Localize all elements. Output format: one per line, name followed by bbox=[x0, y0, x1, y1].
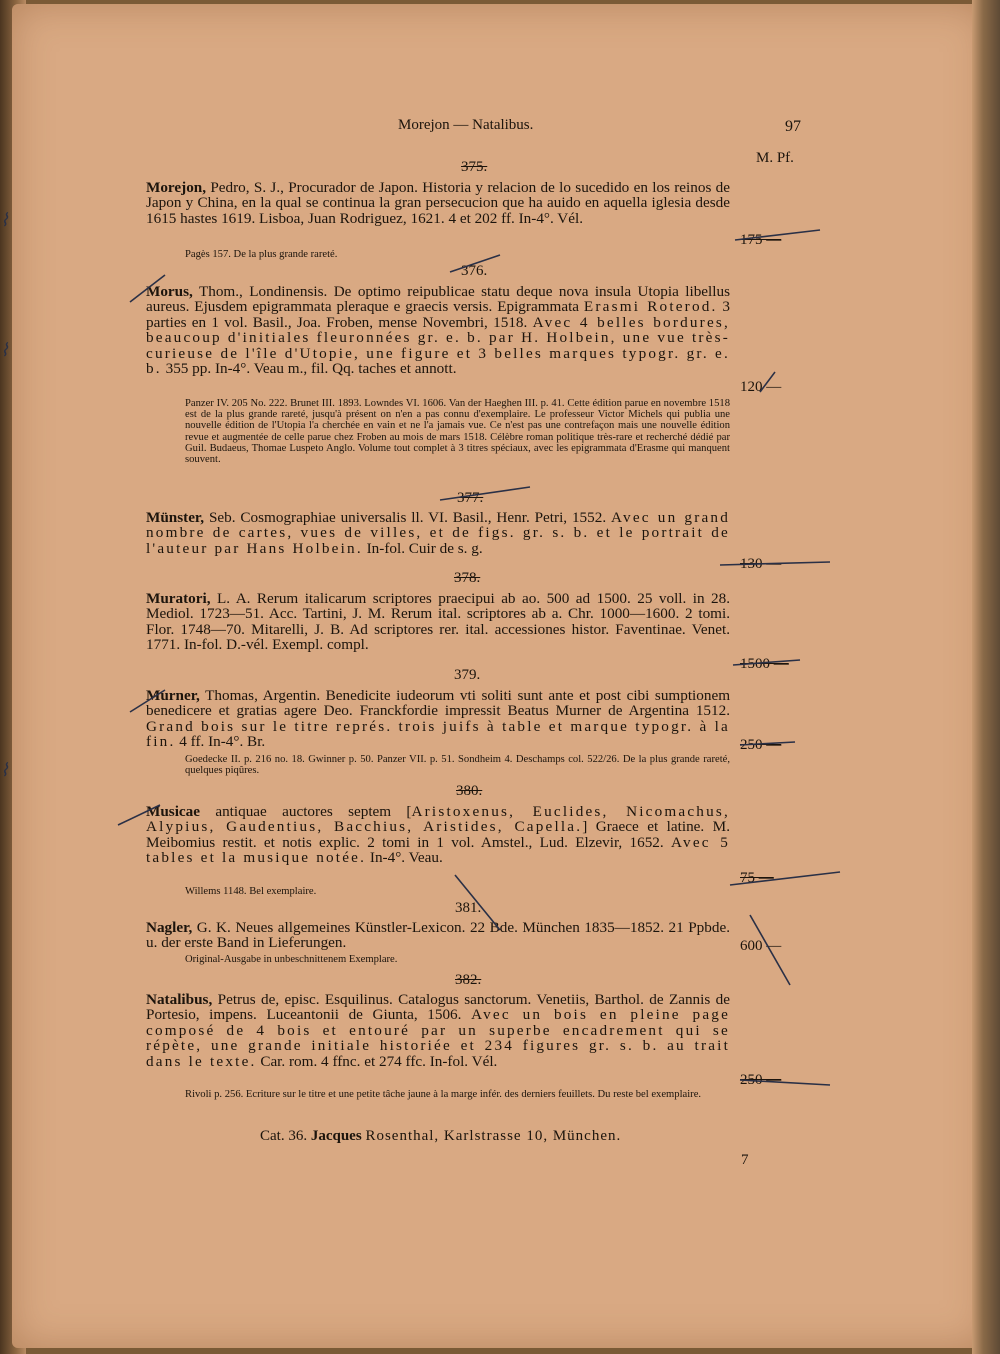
entry-author: Morejon, bbox=[146, 179, 207, 196]
entry-note: Panzer IV. 205 No. 222. Brunet III. 1893. Lowndes VI. 1606. Van der Haeghen III. p. 41. Cette édition parue en novembre 1518 est de la plus grande rareté, jusqu'à présent on n'en a pas connu d'exemplaire. Le professeur Victor Michels qui publia une nouvelle édition de l'Utopia l'a cherchée en vain et ne l'a jamais vue. Ce n'est pas une contrefaçon mais une nouvelle édition revue et augmentée de celle parue chez Froben au mois de mars 1518. Célèbre roman politique très-rare et recherché dédié par Guil. Budaeus, Thomae Luspeto Anglo. Volume tout complet à 3 titres spéciaux, avec les epigrammata d'Erasme qui manquent souvent. bbox=[185, 398, 730, 466]
price-value: 250 — bbox=[740, 737, 782, 753]
pen-tick bbox=[130, 275, 165, 302]
entry-body: ] Graece et latine. M. Meibomius restit. et notis explic. 2 tomi in 1 vol. Amstel., Lud. Elzevir, 1652. bbox=[146, 818, 730, 851]
lot-number: 381. bbox=[455, 900, 482, 916]
lot-number: 376. bbox=[461, 263, 488, 279]
price-value: 75 — bbox=[740, 870, 774, 886]
lot-number: 379. bbox=[454, 667, 481, 683]
entry-body-spaced: Avec un bois en pleine page composé de 4 bois et entouré par un superbe encadrement qui se répète, une grande initiale historiée et 234 figures gr. s. b. au trait dans le texte. bbox=[146, 1006, 731, 1070]
lot-number: 382. bbox=[455, 972, 482, 988]
pen-tick bbox=[130, 690, 165, 712]
price-value: 600 — bbox=[740, 938, 782, 954]
page-number: 97 bbox=[785, 118, 801, 135]
price-value: 250 — bbox=[740, 1072, 782, 1088]
entry-body: antiquae auctores septem [ bbox=[215, 803, 412, 820]
entry-body-spaced: Avec 5 tables et la musique notée. bbox=[146, 833, 731, 867]
entry-body: Thom., Londinensis. De optimo reipublicae statu deque nova insula Utopia libellus aureus. Ejusdem epigrammata pleraque e graecis versis. Epigrammata bbox=[146, 283, 730, 316]
entry-note: Goedecke II. p. 216 no. 18. Gwinner p. 50. Panzer VII. p. 51. Sondheim 4. Deschamps col. 522/26. De la plus grande rareté, quelques piqûres. bbox=[185, 754, 730, 777]
entry-author: Nagler, bbox=[146, 919, 193, 936]
price-value: 130 — bbox=[740, 556, 782, 572]
entry-body-spaced: Grand bois sur le titre représ. trois juifs à table et marque typogr. à la fin. bbox=[146, 717, 730, 751]
margin-handwriting: ⌇ bbox=[0, 210, 9, 230]
entry-body: 4 ff. In-4°. Br. bbox=[179, 733, 266, 751]
entry-author: Morus, bbox=[146, 283, 193, 300]
firm-address: Rosenthal, Karlstrasse 10, München. bbox=[365, 1128, 622, 1144]
pen-strike bbox=[733, 660, 800, 665]
entry-note: Pagès 157. De la plus grande rareté. bbox=[185, 249, 338, 260]
pen-strike bbox=[740, 742, 795, 745]
entry-body: 355 pp. In-4°. Veau m., fil. Qq. taches et annott. bbox=[165, 360, 457, 378]
entry-body-spaced: Avec un grand nombre de cartes, vues de villes, et de figs. gr. s. b. et le portrait de l'auteur par Hans Holbein. bbox=[146, 509, 731, 557]
entry-body: L. A. Rerum italicarum scriptores praecipui ab ao. 500 ad 1500. 25 voll. in 28. Mediol. 1723—51. Acc. Tartini, J. M. Rerum ital. scriptores ab a. Chr. 1000—1600. 2 tomi. Flor. 1748—70. Mitarelli, J. B. Ad scriptores rer. ital. accessiones histor. Faventinae. Venet. 1771. In-fol. D.-vél. Exempl. compl. bbox=[146, 590, 731, 654]
pen-strike bbox=[720, 562, 830, 565]
entry-body-spaced: Aristoxenus, Euclides, Nicomachus, Alypius, Gaudentius, Bacchius, Aristides, Capella. bbox=[146, 803, 730, 836]
entry-body: In-fol. Cuir de s. g. bbox=[366, 539, 483, 557]
entry-note: Rivoli p. 256. Ecriture sur le titre et une petite tâche jaune à la marge infér. des derniers feuillets. Du reste bel exemplaire. bbox=[185, 1089, 702, 1100]
entry-body: Thomas, Argentin. Benedicite iudeorum vti soliti sunt ante et post cibi sumptionem benedicere et gratias agere Deo. Franckfordie impressit Beatus Murner de Argentina 1512. bbox=[146, 687, 731, 720]
entry-author: Muratori, bbox=[146, 590, 211, 607]
entry-author: Münster, bbox=[146, 509, 205, 526]
price-value: 1500 — bbox=[740, 656, 789, 672]
catalogue-number: Cat. 36. bbox=[260, 1128, 308, 1144]
margin-handwriting: ⌇ bbox=[0, 760, 9, 780]
pen-check bbox=[455, 875, 500, 930]
entry-body: In-4°. Veau. bbox=[369, 849, 443, 867]
entry-body: Seb. Cosmographiae universalis ll. VI. Basil., Henr. Petri, 1552. bbox=[208, 509, 607, 526]
pen-strike bbox=[730, 872, 840, 885]
pen-strike bbox=[440, 487, 530, 500]
pen-tick bbox=[118, 805, 160, 825]
pen-strike bbox=[740, 1080, 830, 1085]
lot-number: 380. bbox=[456, 783, 483, 799]
entry-body-spaced: Avec 4 belles bordures, beaucoup d'initiales fleuronnées gr. e. b. par H. Holbein, une vue très-curieuse de l'île d'Utopie, une figure et 3 belles marques typogr. gr. e. b. bbox=[146, 313, 730, 378]
price-value: 120 — bbox=[740, 379, 782, 395]
lot-number: 378. bbox=[454, 570, 481, 586]
margin-handwriting: ⌇ bbox=[0, 340, 9, 360]
pen-tick bbox=[760, 372, 775, 392]
entry-note: Willems 1148. Bel exemplaire. bbox=[185, 886, 317, 897]
lot-number: 375. bbox=[461, 159, 488, 175]
pen-tick bbox=[450, 255, 500, 272]
firm-name: Jacques bbox=[310, 1128, 362, 1144]
entry-body: Car. rom. 4 ffnc. et 274 ffc. In-fol. Vél. bbox=[260, 1052, 498, 1070]
entry-author: Musicae bbox=[146, 803, 200, 820]
entry-body: 3 parties en 1 vol. Basil., Joa. Froben, mense Novembri, 1518. bbox=[146, 298, 730, 331]
lot-number: 377. bbox=[457, 490, 484, 506]
pen-strike bbox=[735, 230, 820, 240]
price-column-label: M. Pf. bbox=[756, 150, 794, 166]
entry-body-spaced: Erasmi Roterod. bbox=[583, 298, 718, 316]
signature-mark: 7 bbox=[741, 1152, 749, 1168]
entry-author: Natalibus, bbox=[146, 991, 213, 1008]
entry-note: Original-Ausgabe in unbeschnittenem Exemplare. bbox=[185, 954, 398, 965]
running-title: Morejon — Natalibus. bbox=[398, 117, 534, 133]
price-value: 175 — bbox=[740, 232, 782, 248]
entry-body: Pedro, S. J., Procurador de Japon. Historia y relacion de lo sucedido en los reinos de Japon y China, en la qual se continua la gran persecucion que ha auido en aquella iglesia desde 1615 hastes 1619. Lisboa, Juan Rodriguez, 1621. 4 et 202 ff. In-4°. Vél. bbox=[146, 179, 731, 227]
pen-check bbox=[750, 915, 790, 985]
entry-author: Murner, bbox=[146, 687, 200, 704]
entry-body: Petrus de, episc. Esquilinus. Catalogus sanctorum. Venetiis, Barthol. de Zannis de Portesio, impens. Luceantonii de Giunta, 1506. bbox=[146, 991, 730, 1024]
entry-body: G. K. Neues allgemeines Künstler-Lexicon. 22 Bde. München 1835—1852. 21 Ppbde. u. der erste Band in Lieferungen. bbox=[146, 919, 730, 952]
